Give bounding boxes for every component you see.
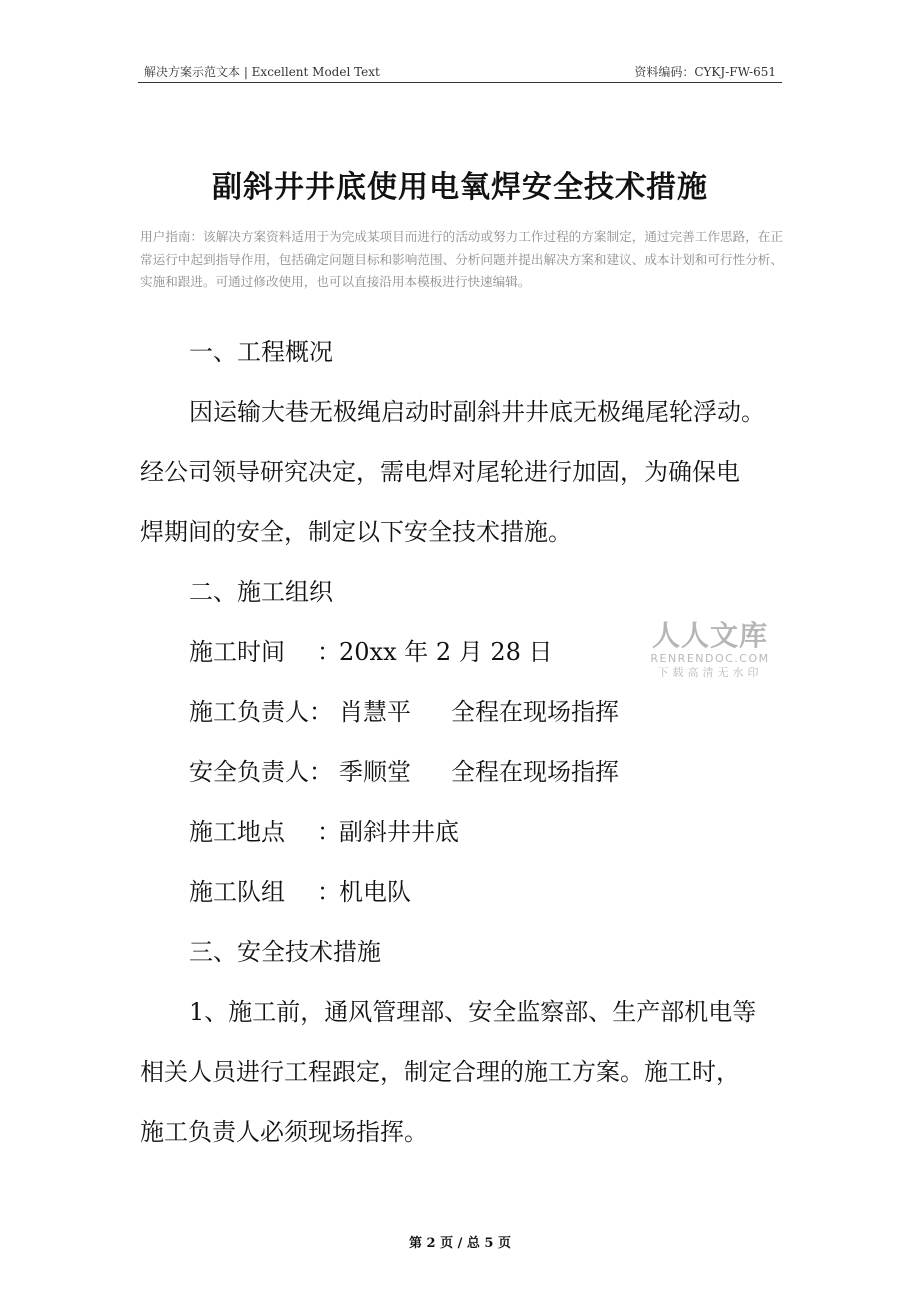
paragraph-line: 焊期间的安全，制定以下安全技术措施。 xyxy=(140,518,572,546)
paragraph-line: 因运输大巷无极绳启动时副斜井井底无极绳尾轮浮动。 xyxy=(189,398,765,426)
paragraph-line: 1、施工前，通风管理部、安全监察部、生产部机电等 xyxy=(189,998,757,1026)
page-number: 第 2 页 / 总 5 页 xyxy=(409,1236,511,1251)
org-row-time xyxy=(189,632,553,667)
org-colon: ： xyxy=(317,818,341,846)
watermark-logo xyxy=(645,620,775,680)
org-label: 施工时间 xyxy=(189,638,285,666)
org-label: 安全负责人： xyxy=(189,758,333,786)
org-row-lead xyxy=(189,692,619,727)
org-label: 施工地点 xyxy=(189,818,285,846)
watermark-url: RENRENDOC.COM xyxy=(650,652,770,665)
watermark-tagline: 下载高清无水印 xyxy=(657,666,763,679)
org-value: 机电队 xyxy=(339,878,411,906)
org-row-team xyxy=(189,872,411,907)
header-left-text: 解决方案示范文本 | Excellent Model Text xyxy=(144,65,380,79)
section-heading-overview: 一、工程概况 xyxy=(189,338,333,366)
org-value: 季顺堂 xyxy=(339,758,411,786)
org-row-location xyxy=(189,812,459,847)
org-value: 肖慧平 xyxy=(339,698,411,726)
paragraph-line: 施工负责人必须现场指挥。 xyxy=(140,1118,428,1146)
section-heading-safety-measures: 三、安全技术措施 xyxy=(189,938,381,966)
org-label: 施工负责人： xyxy=(189,698,333,726)
org-value: 副斜井井底 xyxy=(339,818,459,846)
document-title: 副斜井井底使用电氧焊安全技术措施 xyxy=(212,170,708,205)
org-value: 20xx 年 2 月 28 日 xyxy=(339,638,553,666)
watermark-main-text: 人人文库 xyxy=(651,619,768,652)
paragraph-line: 相关人员进行工程跟定，制定合理的施工方案。施工时， xyxy=(140,1058,740,1086)
org-label: 施工队组 xyxy=(189,878,285,906)
org-note: 全程在现场指挥 xyxy=(451,758,619,786)
section-heading-organization: 二、施工组织 xyxy=(189,578,333,606)
org-note: 全程在现场指挥 xyxy=(451,698,619,726)
document-code: 资料编码：CYKJ-FW-651 xyxy=(634,65,776,79)
user-guide-note: 用户指南：该解决方案资料适用于为完成某项目而进行的活动或努力工作过程的方案制定，通过完善工作思路，在正常运行中起到指导作用，包括确定问题目标和影响范围、分析问题并提出解决方案和建议、成本计划和可行性分析、实施和跟进。可通过修改使用，也可以直接沿用本模板进行快速编辑。 xyxy=(140,229,783,289)
page-header xyxy=(138,60,782,83)
org-row-safety xyxy=(189,752,619,787)
org-colon: ： xyxy=(317,878,341,906)
paragraph-line: 经公司领导研究决定，需电焊对尾轮进行加固，为确保电 xyxy=(140,458,740,486)
org-colon: ： xyxy=(317,638,341,666)
